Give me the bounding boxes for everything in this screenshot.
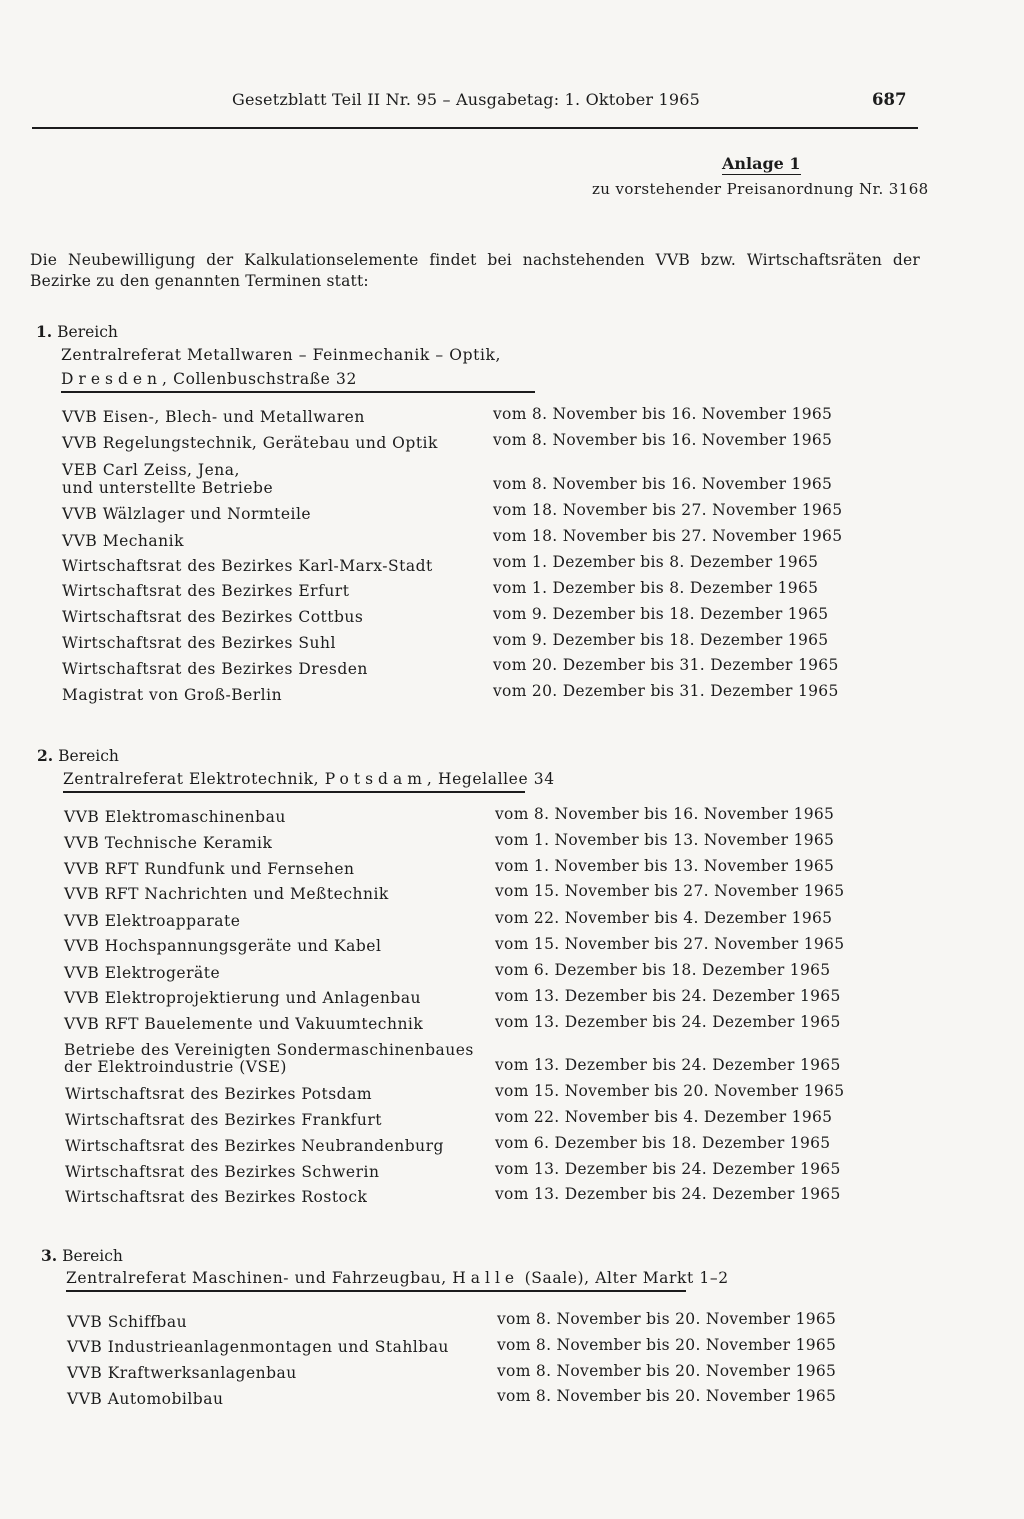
- date-range: vom 8. November bis 16. November 1965: [495, 805, 835, 823]
- date-range: vom 13. Dezember bis 24. Dezember 1965: [495, 1185, 841, 1203]
- org-name: VVB Automobilbau: [67, 1390, 224, 1408]
- date-range: vom 9. Dezember bis 18. Dezember 1965: [493, 605, 829, 623]
- center-address: (Saale), Alter Markt 1–2: [524, 1269, 729, 1287]
- org-name: VVB Elektroapparate: [64, 912, 241, 930]
- section-3-heading: [41, 1246, 123, 1265]
- date-range: vom 6. Dezember bis 18. Dezember 1965: [495, 961, 831, 979]
- org-name: Wirtschaftsrat des Bezirkes Neubrandenburg: [65, 1137, 444, 1155]
- date-range: vom 18. November bis 27. November 1965: [493, 501, 843, 519]
- date-range: vom 22. November bis 4. Dezember 1965: [495, 1108, 833, 1126]
- org-name-continued: und unterstellte Betriebe: [62, 479, 274, 497]
- intro-paragraph: Die Neubewilligung der Kalkulationselemente findet bei nachstehenden VVB bzw. Wirtschaftsräten der Bezirke zu den genannten Terminen statt:: [30, 251, 920, 290]
- org-name: VVB Eisen-, Blech- und Metallwaren: [62, 408, 365, 426]
- org-name: VVB Industrieanlagenmontagen und Stahlbau: [67, 1338, 449, 1356]
- center-address: Hegelallee 34: [437, 770, 555, 788]
- org-name: Wirtschaftsrat des Bezirkes Dresden: [62, 660, 368, 678]
- section-3-center-line: [66, 1269, 729, 1287]
- org-name: Wirtschaftsrat des Bezirkes Cottbus: [62, 608, 364, 626]
- section-2-center-line: Zentralreferat Elektrotechnik, Potsdam, Hegelallee 34: [63, 770, 555, 788]
- section-number: 3.: [41, 1246, 58, 1265]
- org-name: Betriebe des Vereinigten Sondermaschinenbaues: [64, 1041, 474, 1059]
- date-range: vom 9. Dezember bis 18. Dezember 1965: [493, 631, 829, 649]
- date-range: vom 1. Dezember bis 8. Dezember 1965: [493, 579, 819, 597]
- date-range: vom 13. Dezember bis 24. Dezember 1965: [495, 1013, 841, 1031]
- org-name: VVB Schiffbau: [67, 1313, 188, 1331]
- section-label: Bereich: [58, 747, 119, 765]
- org-name: VVB Elektroprojektierung und Anlagenbau: [64, 989, 422, 1007]
- date-range: vom 8. November bis 16. November 1965: [493, 405, 833, 423]
- page-header-title: Gesetzblatt Teil II Nr. 95 – Ausgabetag: 1. Oktober 1965: [232, 90, 701, 109]
- section-1-rule: [61, 391, 535, 393]
- section-number: 1.: [36, 322, 53, 341]
- section-1-center-line2: Dresden, Collenbuschstraße 32: [61, 370, 357, 388]
- section-1-heading: [36, 322, 118, 341]
- center-city: Halle: [452, 1269, 520, 1287]
- date-range: vom 8. November bis 20. November 1965: [497, 1362, 837, 1380]
- org-name: VVB Hochspannungsgeräte und Kabel: [64, 937, 382, 955]
- date-range: vom 20. Dezember bis 31. Dezember 1965: [493, 656, 839, 674]
- org-name: VVB Technische Keramik: [64, 834, 273, 852]
- org-name: Wirtschaftsrat des Bezirkes Potsdam: [65, 1085, 373, 1103]
- org-name-continued: der Elektroindustrie (VSE): [64, 1058, 287, 1076]
- date-range: vom 22. November bis 4. Dezember 1965: [495, 909, 833, 927]
- org-name: Wirtschaftsrat des Bezirkes Frankfurt: [65, 1111, 382, 1129]
- org-name: VVB Mechanik: [62, 532, 184, 550]
- anlage-title: Anlage 1: [722, 154, 801, 173]
- date-range: vom 6. Dezember bis 18. Dezember 1965: [495, 1134, 831, 1152]
- date-range: vom 15. November bis 27. November 1965: [495, 935, 845, 953]
- org-name: Wirtschaftsrat des Bezirkes Rostock: [65, 1188, 368, 1206]
- anlage-subtitle: zu vorstehender Preisanordnung Nr. 3168: [592, 180, 929, 198]
- section-2-heading: [37, 746, 119, 765]
- date-range: vom 15. November bis 27. November 1965: [495, 882, 845, 900]
- date-range: vom 1. Dezember bis 8. Dezember 1965: [493, 553, 819, 571]
- section-number: 2.: [37, 746, 54, 765]
- org-name: Wirtschaftsrat des Bezirkes Erfurt: [62, 582, 350, 600]
- org-name: VVB Elektrogeräte: [64, 964, 221, 982]
- header-rule: [32, 127, 918, 129]
- section-3-rule: [66, 1290, 686, 1292]
- org-name: Wirtschaftsrat des Bezirkes Suhl: [62, 634, 336, 652]
- date-range: vom 1. November bis 13. November 1965: [495, 857, 835, 875]
- date-range: vom 15. November bis 20. November 1965: [495, 1082, 845, 1100]
- center-city: Dresden: [61, 370, 163, 388]
- org-name: VVB RFT Nachrichten und Meßtechnik: [64, 885, 389, 903]
- section-1-center-line1: Zentralreferat Metallwaren – Feinmechanik – Optik,: [61, 346, 502, 364]
- date-range: vom 8. November bis 20. November 1965: [497, 1310, 837, 1328]
- org-name: Wirtschaftsrat des Bezirkes Karl-Marx-Stadt: [62, 557, 433, 575]
- section-label: Bereich: [62, 1247, 123, 1265]
- section-2-rule: [63, 791, 525, 793]
- date-range: vom 13. Dezember bis 24. Dezember 1965: [495, 1160, 841, 1178]
- date-range: vom 8. November bis 20. November 1965: [497, 1336, 837, 1354]
- center-address: Collenbuschstraße 32: [173, 370, 357, 388]
- org-name: VVB Elektromaschinenbau: [64, 808, 286, 826]
- date-range: vom 20. Dezember bis 31. Dezember 1965: [493, 682, 839, 700]
- date-range: vom 13. Dezember bis 24. Dezember 1965: [495, 987, 841, 1005]
- section-label: Bereich: [57, 323, 118, 341]
- org-name: VVB Kraftwerksanlagenbau: [67, 1364, 297, 1382]
- org-name: Magistrat von Groß-Berlin: [62, 686, 283, 704]
- date-range: vom 8. November bis 16. November 1965: [493, 431, 833, 449]
- date-range: vom 18. November bis 27. November 1965: [493, 527, 843, 545]
- org-name: Wirtschaftsrat des Bezirkes Schwerin: [65, 1163, 380, 1181]
- date-range: vom 13. Dezember bis 24. Dezember 1965: [495, 1056, 841, 1074]
- org-name: VVB Regelungstechnik, Gerätebau und Optik: [62, 434, 438, 452]
- org-name: VVB RFT Rundfunk und Fernsehen: [64, 860, 355, 878]
- date-range: vom 8. November bis 20. November 1965: [497, 1387, 837, 1405]
- center-city: Potsdam: [324, 770, 427, 788]
- center-prefix: Zentralreferat Elektrotechnik,: [63, 770, 320, 788]
- org-name: VVB RFT Bauelemente und Vakuumtechnik: [64, 1015, 424, 1033]
- org-name: VVB Wälzlager und Normteile: [62, 505, 312, 523]
- date-range: vom 1. November bis 13. November 1965: [495, 831, 835, 849]
- org-name: VEB Carl Zeiss, Jena,: [62, 461, 240, 479]
- page-number: 687: [872, 90, 907, 109]
- date-range: vom 8. November bis 16. November 1965: [493, 475, 833, 493]
- center-prefix: Zentralreferat Maschinen- und Fahrzeugbau,: [66, 1269, 447, 1287]
